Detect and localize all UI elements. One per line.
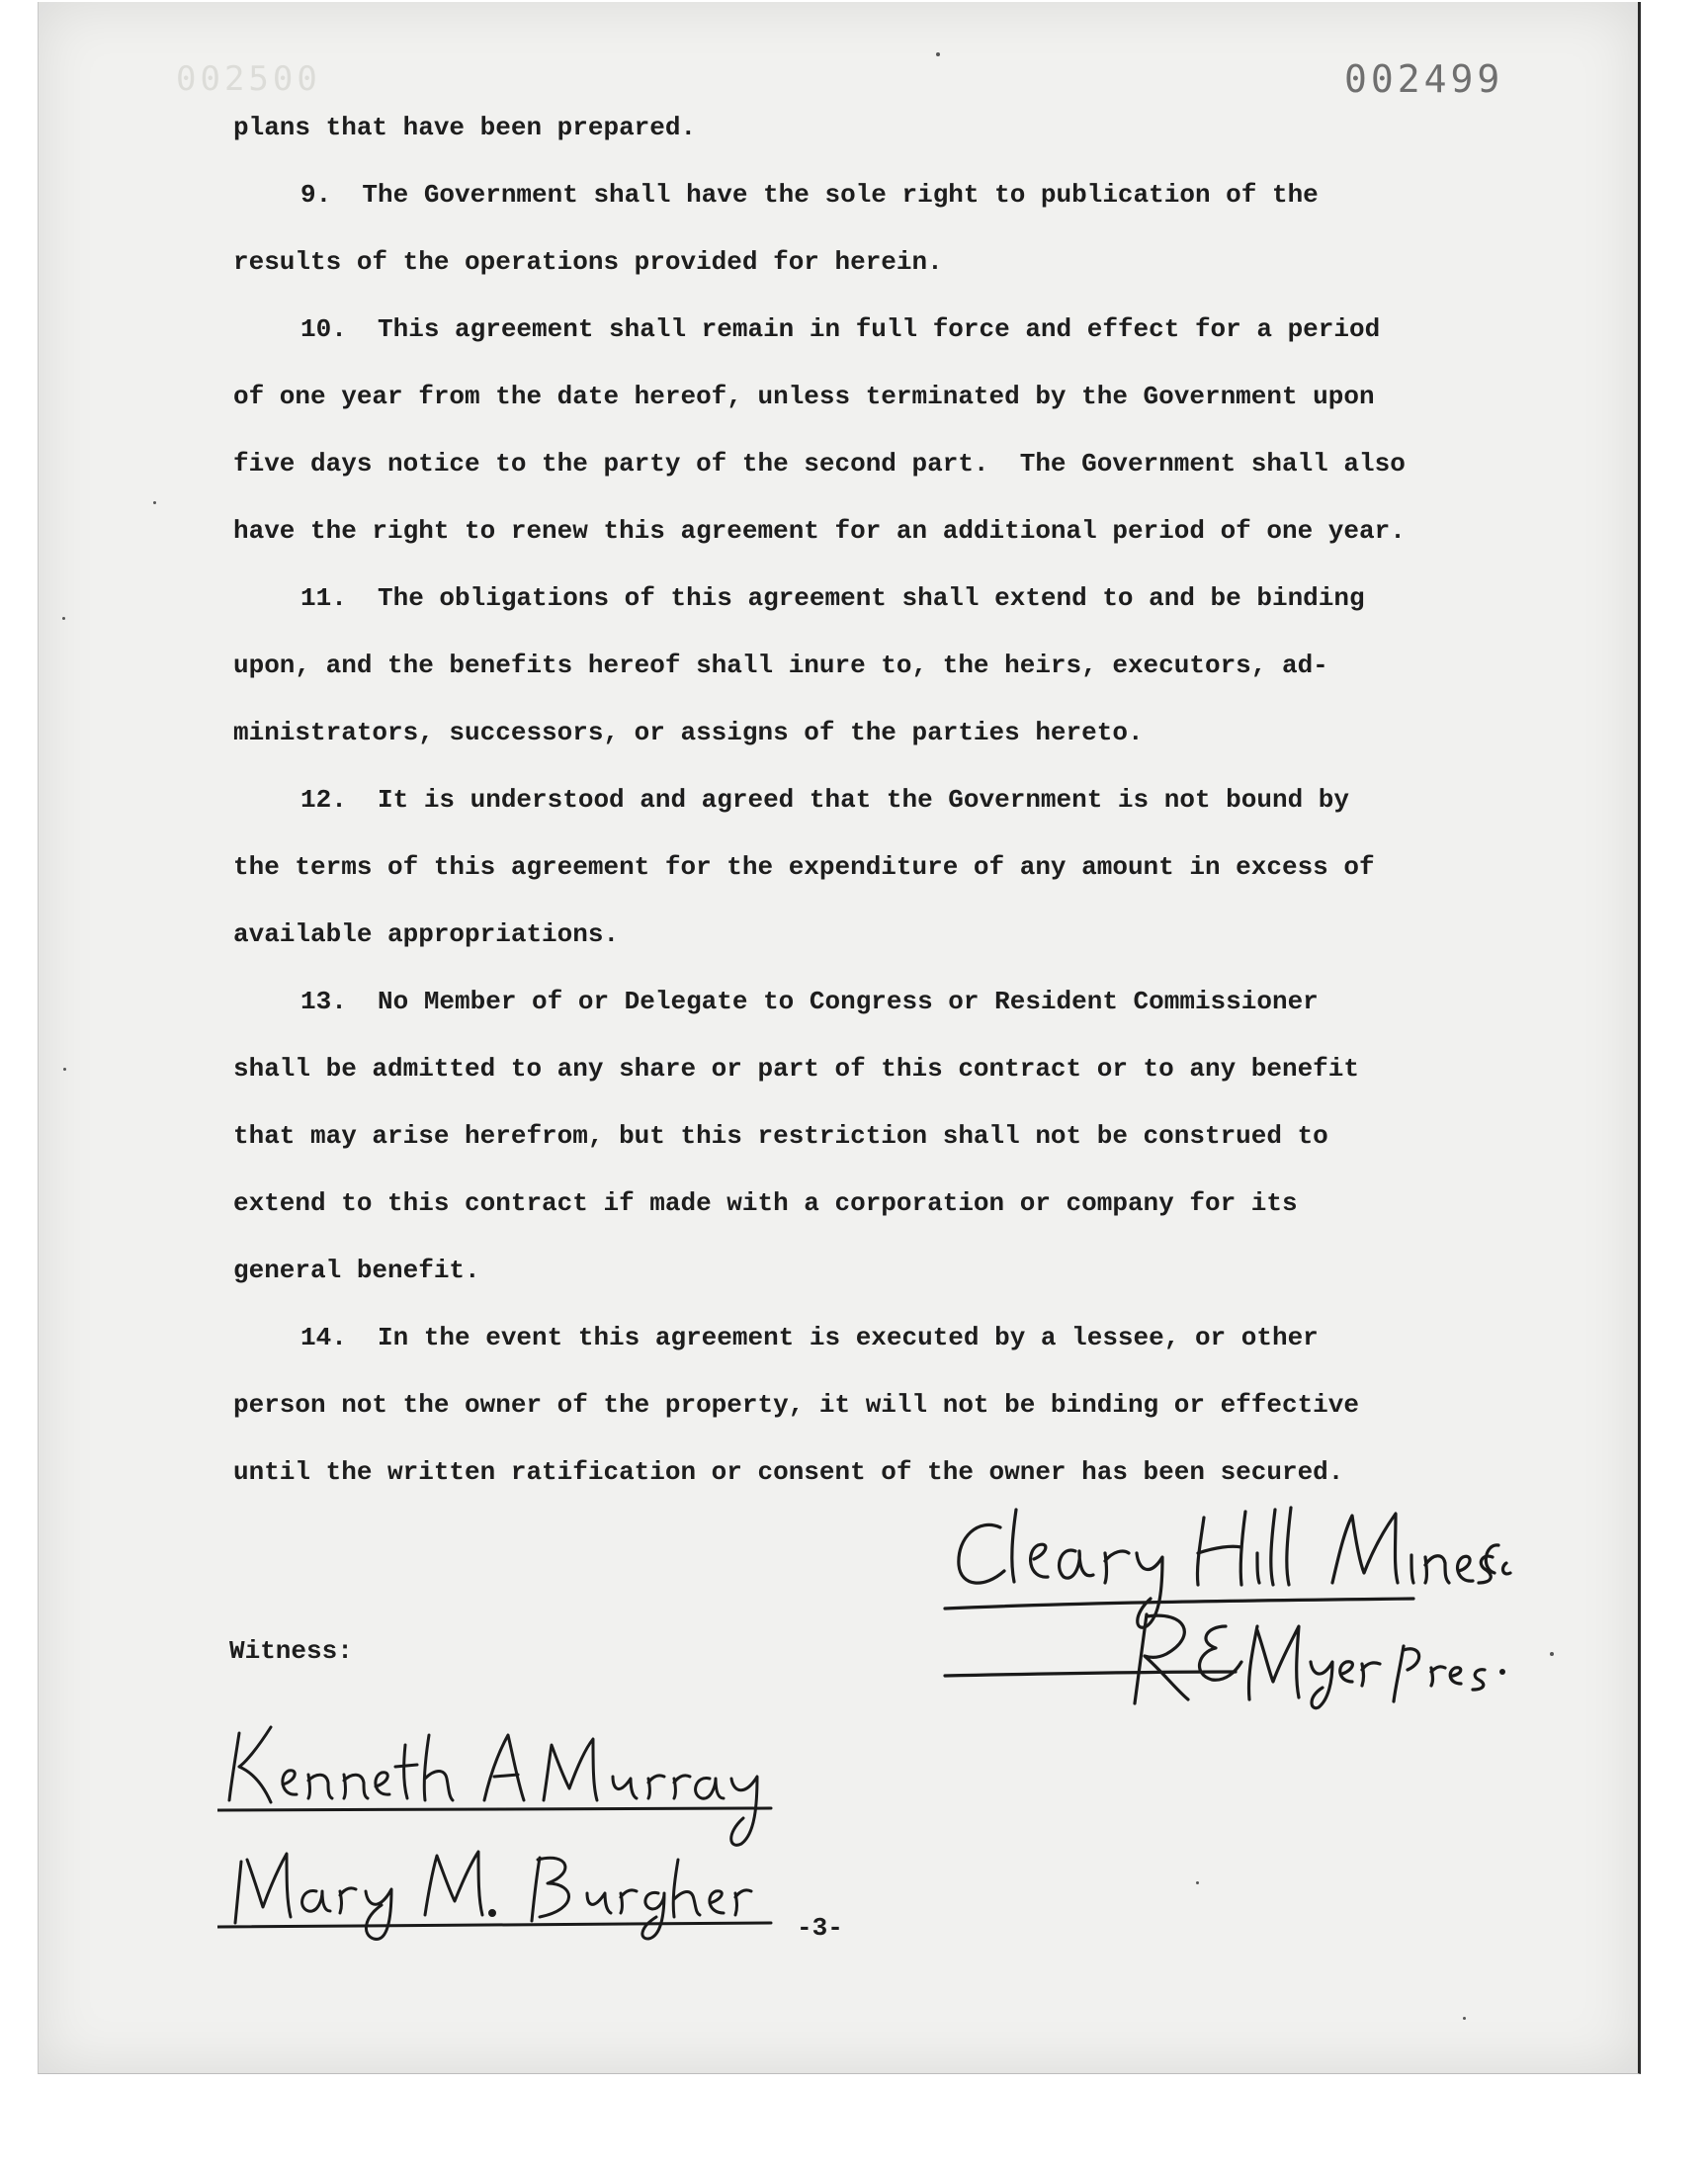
- text-line: until the written ratification or consent of the owner has been secured.: [233, 1457, 1344, 1487]
- text-line: results of the operations provided for herein.: [233, 247, 943, 277]
- text-line: the terms of this agreement for the expenditure of any amount in excess of: [233, 852, 1375, 882]
- ghost-document-number: 002500: [176, 59, 321, 99]
- text-line: that may arise herefrom, but this restriction shall not be construed to: [233, 1121, 1328, 1151]
- text-line: five days notice to the party of the second part. The Government shall also: [233, 449, 1406, 478]
- document-number: 002499: [1344, 57, 1504, 101]
- witness-label: Witness:: [229, 1636, 353, 1666]
- text-line: 14. In the event this agreement is executed by a lessee, or other: [300, 1323, 1319, 1352]
- page-number: -3-: [797, 1913, 843, 1943]
- text-line: 11. The obligations of this agreement shall extend to and be binding: [300, 583, 1365, 613]
- text-line: upon, and the benefits hereof shall inure to, the heirs, executors, ad-: [233, 651, 1328, 680]
- text-line: 12. It is understood and agreed that the Government is not bound by: [300, 785, 1349, 815]
- text-line: of one year from the date hereof, unless terminated by the Government upon: [233, 382, 1375, 411]
- text-line: shall be admitted to any share or part of this contract or to any benefit: [233, 1054, 1359, 1084]
- scan-speck: [63, 1068, 66, 1071]
- scan-speck: [936, 52, 940, 56]
- text-line: plans that have been prepared.: [233, 113, 697, 142]
- text-line: 13. No Member of or Delegate to Congress or Resident Commissioner: [300, 987, 1319, 1016]
- agreement-body-text: [233, 94, 1518, 1506]
- text-line: person not the owner of the property, it will not be binding or effective: [233, 1390, 1359, 1420]
- text-line: available appropriations.: [233, 919, 620, 949]
- text-line: 9. The Government shall have the sole right to publication of the: [300, 180, 1319, 210]
- scan-speck: [1550, 1652, 1554, 1656]
- scan-speck: [1196, 1881, 1199, 1884]
- text-line: 10. This agreement shall remain in full force and effect for a period: [300, 314, 1381, 344]
- scan-speck: [62, 617, 65, 620]
- text-line: extend to this contract if made with a corporation or company for its: [233, 1188, 1298, 1218]
- company-signature: [939, 1488, 1512, 1715]
- witness-signatures: [217, 1705, 811, 1943]
- scan-speck: [1463, 2017, 1466, 2020]
- text-line: general benefit.: [233, 1256, 480, 1285]
- text-line: ministrators, successors, or assigns of the parties hereto.: [233, 718, 1144, 747]
- text-line: have the right to renew this agreement for an additional period of one year.: [233, 516, 1406, 546]
- scan-speck: [153, 501, 156, 504]
